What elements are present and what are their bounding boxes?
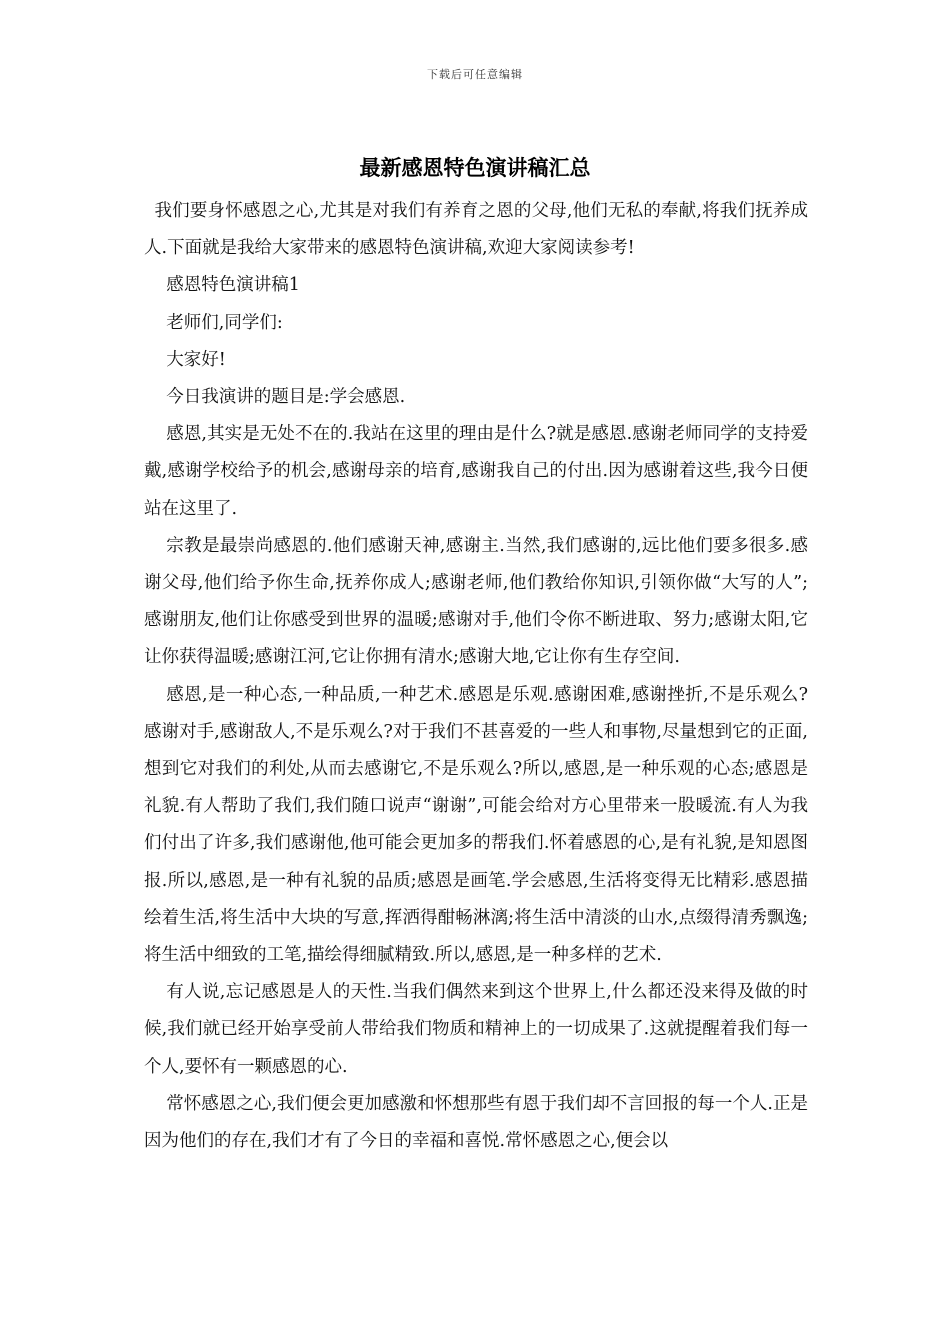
document-body — [144, 193, 808, 1160]
topic-line: 今日我演讲的题目是:学会感恩. — [166, 387, 406, 408]
body-paragraph: 有人说,忘记感恩是人的天性.当我们偶然来到这个世界上,什么都还没来得及做的时候,我们就已经开始享受前人带给我们物质和精神上的一切成果了.这就提醒着我们每一个人,要怀有一颗感恩的心. — [144, 982, 808, 1077]
body-paragraph: 常怀感恩之心,我们便会更加感激和怀想那些有恩于我们却不言回报的每一个人.正是因为他们的存在,我们才有了今日的幸福和喜悦.常怀感恩之心,便会以 — [144, 1093, 808, 1152]
intro-paragraph: 我们要身怀感恩之心,尤其是对我们有养育之恩的父母,他们无私的奉献,将我们抚养成人.下面就是我给大家带来的感恩特色演讲稿,欢迎大家阅读参考! — [144, 201, 808, 259]
page-header-note: 下载后可任意编辑 — [427, 68, 523, 81]
salutation-line: 老师们,同学们: — [166, 312, 283, 333]
body-paragraph: 感恩,其实是无处不在的.我站在这里的理由是什么?就是感恩.感谢老师同学的支持爱戴,感谢学校给予的机会,感谢母亲的培育,感谢我自己的付出.因为感谢着这些,我今日便站在这里了. — [144, 424, 808, 519]
greeting-line: 大家好! — [166, 349, 226, 370]
document-title: 最新感恩特色演讲稿汇总 — [359, 156, 591, 180]
body-paragraph: 宗教是最崇尚感恩的.他们感谢天神,感谢主.当然,我们感谢的,远比他们要多很多.感谢父母,他们给予你生命,抚养你成人;感谢老师,他们教给你知识,引领你做“大写的人”;感谢朋友,他们让你感受到世界的温暖;感谢对手,他们令你不断进取、努力;感谢太阳,它让你获得温暖;感谢江河,它让你拥有清水;感谢大地,它让你有生存空间. — [144, 535, 808, 668]
speech-heading: 感恩特色演讲稿1 — [166, 275, 300, 296]
body-paragraph: 感恩,是一种心态,一种品质,一种艺术.感恩是乐观.感谢困难,感谢挫折,不是乐观么?感谢对手,感谢敌人,不是乐观么?对于我们不甚喜爱的一些人和事物,尽量想到它的正面,想到它对我们的利处,从而去感谢它,不是乐观么?所以,感恩,是一种乐观的心态;感恩是礼貌.有人帮助了我们,我们随口说声“谢谢”,可能会给对方心里带来一股暖流.有人为我们付出了许多,我们感谢他,他可能会更加多的帮我们.怀着感恩的心,是有礼貌,是知恩图报.所以,感恩,是一种有礼貌的品质;感恩是画笔.学会感恩,生活将变得无比精彩.感恩描绘着生活,将生活中大块的写意,挥洒得酣畅淋漓;将生活中清淡的山水,点缀得清秀飘逸;将生活中细致的工笔,描绘得细腻精致.所以,感恩,是一种多样的艺术. — [144, 684, 808, 966]
